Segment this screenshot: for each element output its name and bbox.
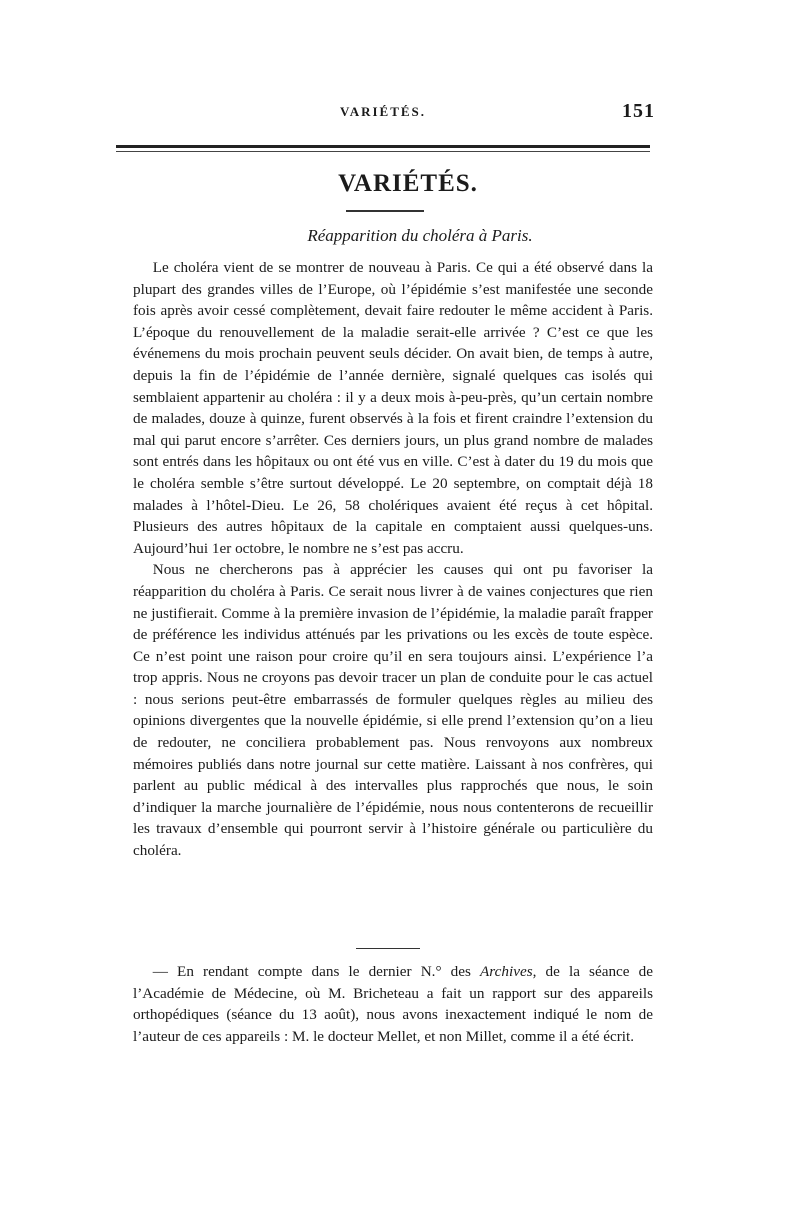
note-journal-name: Archives bbox=[480, 963, 533, 980]
header-rule-thin bbox=[116, 151, 650, 152]
separator-rule bbox=[356, 948, 420, 949]
article-title: Réapparition du choléra à Paris. bbox=[307, 226, 533, 245]
running-head-title: VARIÉTÉS. bbox=[340, 104, 427, 119]
page-number: 151 bbox=[622, 100, 655, 122]
erratum-note bbox=[133, 961, 653, 1047]
section-title: VARIÉTÉS. bbox=[338, 170, 478, 197]
article-body bbox=[133, 257, 653, 862]
note-text-start: — En rendant compte dans le dernier N.° des bbox=[152, 963, 481, 980]
paragraph-2: Nous ne chercherons pas à apprécier les causes qui ont pu favoriser la réapparition du choléra à Paris. Ce serait nous livrer à de vaines conjectures que rien ne justifierait. Comme à la première invasion de l’épidémie, la maladie paraît frapper de préférence les individus atténués par les privations ou les excès de toute espèce. Ce n’est point une raison pour croire qu’il en sera toujours ainsi. L’expérience l’a trop appris. Nous ne croyons pas devoir tracer un plan de conduite pour le cas actuel : nous serions peut-être embarrassés de formuler quelques règles au milieu des opinions divergentes que la nouvelle épidémie, si elle prend l’extension qu’on a lieu de redouter, ne conciliera probablement pas. Nous renvoyons aux nombreux mémoires publiés dans notre journal sur cette matière. Laissant à nos confrères, qui parlent au public médical à des intervalles plus rapprochés que nous, le soin d’indiquer la marche journalière de l’épidémie, nous nous contenterons de recueillir les travaux d’ensemble qui pourront servir à l’histoire générale ou particulière du choléra. bbox=[133, 561, 653, 860]
paragraph-1: Le choléra vient de se montrer de nouveau à Paris. Ce qui a été observé dans la plupart des grandes villes de l’Europe, où l’épidémie s’est manifestée une seconde fois après avoir cessé complètement, devait faire redouter le même accident à Paris. L’époque du renouvellement de la maladie serait-elle arrivée ? C’est ce que les événemens du mois prochain peuvent seuls décider. On avait bien, de temps à autre, depuis la fin de l’épidémie de l’année dernière, signalé quelques cas isolés qui semblaient appartenir au choléra : il y a deux mois à-peu-près, qu’un certain nombre de malades, douze à quinze, furent observés à la fois et firent craindre l’extension du mal qui parut encore s’arrêter. Ces derniers jours, un plus grand nombre de malades sont entrés dans les hôpitaux ou ont été vus en ville. C’est à dater du 19 du mois que le choléra semble s’être surtout développé. Le 20 septembre, on comptait déjà 18 malades à l’hôtel-Dieu. Le 26, 58 cholériques avaient été reçus à cet hôpital. Plusieurs des autres hôpitaux de la capitale en comptaient aussi quelques-uns. Aujourd’hui 1er octobre, le nombre ne s’est pas accru. bbox=[133, 259, 653, 557]
header-rule-thick bbox=[116, 145, 650, 148]
erratum-paragraph bbox=[133, 961, 653, 1047]
title-rule bbox=[346, 210, 424, 212]
running-head bbox=[0, 100, 800, 126]
note-text-end: , de la séance de l’Académie de Médecine, où M. Bricheteau a fait un rapport sur des appareils orthopédiques (séance du 13 août), nous avons inexactement indiqué le nom de l’auteur de ces appareils : M. le docteur Mellet, et non Millet, comme il a été écrit. bbox=[133, 963, 653, 1045]
